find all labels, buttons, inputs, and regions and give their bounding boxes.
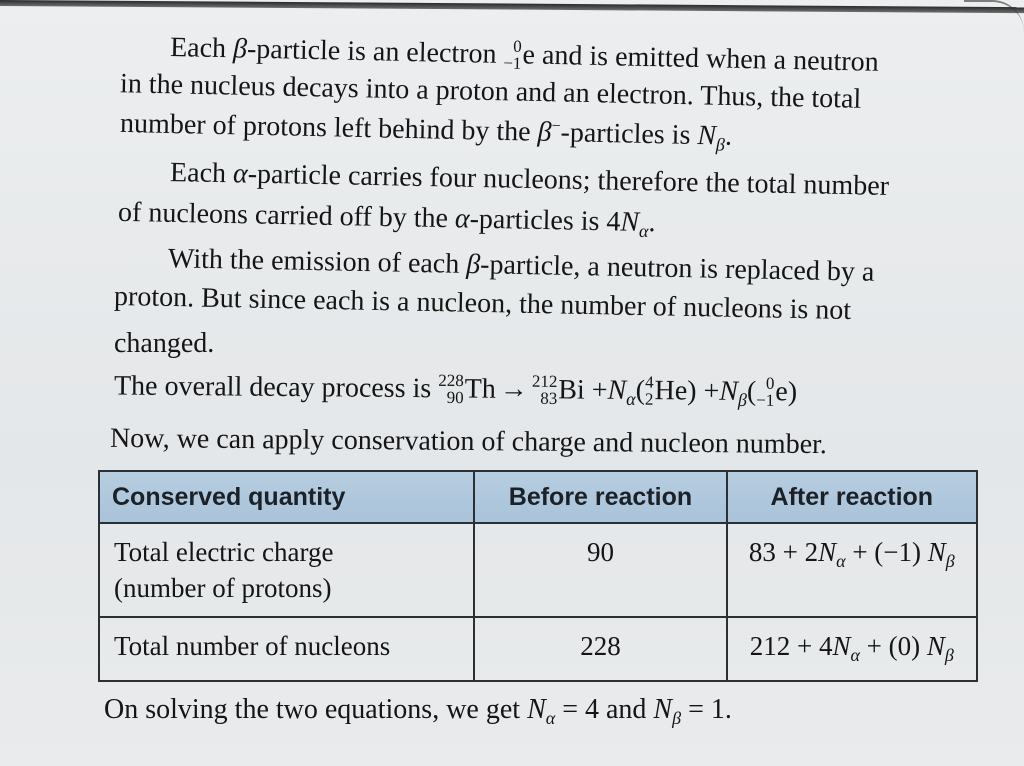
quantity-line: Total electric charge (114, 537, 334, 567)
n-symbol: N (697, 120, 717, 152)
text-run: On solving the two equations, we get (104, 694, 528, 725)
quantity-text: Total number of nucleons (114, 631, 391, 661)
after-expression (728, 524, 976, 585)
paragraph-3-line-3: changed. (114, 328, 215, 359)
text-run: -particle is an electron (246, 33, 504, 70)
minus-superscript: − (551, 117, 561, 135)
alpha-subscript: α (836, 551, 846, 571)
n-symbol: N (719, 375, 739, 407)
paragraph-1-line-2: in the nucleus decays into a proton and an electron. Thus, the total (119, 68, 862, 115)
alpha-symbol: α (232, 158, 249, 190)
element-symbol: Th (464, 373, 496, 405)
after-expression (728, 618, 976, 679)
table-row (99, 523, 977, 617)
decay-equation (114, 371, 797, 411)
header-before-reaction: Before reaction (474, 471, 726, 523)
conservation-table (98, 470, 978, 682)
n-symbol: N (832, 631, 851, 661)
text-run: and is emitted when a neutron (534, 39, 879, 78)
quantity-text (100, 524, 473, 612)
alpha-subscript: α (545, 708, 556, 728)
text-run: + (0) (859, 631, 927, 661)
mass-number: 0 (765, 373, 775, 393)
alpha-symbol: α (454, 203, 470, 235)
text-run: -particle carries four nucleons; therefore the total number (247, 158, 890, 202)
before-value: 90 (586, 537, 614, 567)
text-run: -particle, a neutron is replaced by a (479, 249, 875, 288)
n-symbol: N (527, 694, 546, 725)
beta-subscript: β (944, 645, 954, 665)
element-symbol: He) + (654, 375, 720, 407)
text-run: 212 + 4 (749, 631, 833, 661)
mass-number: 212 (531, 371, 558, 391)
page-corner-curl (964, 0, 1024, 32)
element-symbol: Bi + (558, 374, 608, 406)
paren: ( (635, 374, 646, 407)
n-symbol: N (653, 694, 673, 725)
electron-notation (756, 373, 798, 411)
text-run: The overall decay process is (113, 370, 439, 405)
paragraph-1-line-3 (119, 107, 733, 155)
alpha-subscript: α (850, 645, 860, 665)
header-conserved-quantity: Conserved quantity (99, 471, 474, 523)
n-symbol: N (927, 537, 946, 567)
text-run: -particles is (560, 117, 698, 152)
alpha-subscript: α (638, 220, 649, 242)
text-run: . (724, 120, 733, 152)
bismuth-notation (531, 371, 608, 410)
charge-number: −1 (503, 53, 522, 73)
beta-subscript: β (715, 134, 726, 155)
electron-notation (503, 36, 536, 75)
n-symbol: N (926, 631, 945, 661)
paragraph-2-line-1 (170, 159, 889, 201)
mass-number: 0 (513, 36, 522, 56)
text-run: + (−1) (845, 537, 928, 567)
text-run: 83 + 2 (748, 537, 819, 567)
after-cell (727, 523, 977, 617)
atomic-number: 90 (446, 387, 464, 408)
atomic-number: 83 (540, 388, 558, 408)
table-header-row (99, 471, 977, 523)
reaction-arrow-icon: → (499, 373, 528, 406)
text-run: -particles is 4 (469, 203, 621, 238)
before-value: 228 (580, 631, 621, 661)
alpha-subscript: α (626, 388, 636, 409)
mass-number: 4 (645, 372, 654, 392)
text-run: number of protons left behind by the (119, 107, 538, 148)
text-run: Each (169, 32, 234, 65)
text-run: With the emission of each (167, 243, 467, 280)
beta-symbol: β (537, 116, 552, 148)
charge-number: −1 (756, 390, 775, 410)
mass-number: 228 (438, 370, 464, 391)
table-row (99, 617, 977, 681)
before-cell (474, 523, 726, 617)
quantity-cell (99, 523, 474, 617)
beta-symbol: β (232, 33, 248, 65)
after-cell (727, 617, 977, 681)
quantity-line: (number of protons) (114, 573, 332, 603)
n-symbol: N (620, 206, 640, 238)
electron-symbol: e (522, 39, 536, 71)
paren: ( (746, 375, 757, 408)
n-symbol: N (607, 374, 627, 406)
quantity-cell (99, 617, 474, 681)
atomic-number: 2 (644, 389, 654, 409)
paragraph-3-line-2: proton. But since each is a nucleon, the number of nucleons is not (113, 280, 852, 327)
top-border-line (0, 0, 1024, 13)
apply-conservation-line: Now, we can apply conservation of charge and nucleon number. (109, 422, 828, 461)
beta-symbol: β (465, 248, 481, 281)
beta-subscript: β (672, 708, 682, 728)
paragraph-3-line-1 (168, 245, 875, 287)
helium-notation (644, 372, 720, 411)
n-symbol: N (818, 537, 837, 567)
conclusion-line (104, 696, 732, 727)
text-run: = 1. (681, 694, 732, 725)
before-cell (474, 617, 726, 681)
header-after-reaction: After reaction (727, 471, 977, 523)
beta-subscript: β (737, 389, 747, 410)
text-run: = 4 and (555, 694, 654, 725)
thorium-notation (438, 370, 496, 409)
text-run: . (648, 207, 656, 239)
beta-subscript: β (945, 551, 955, 571)
paragraph-2-line-2 (117, 196, 656, 242)
element-symbol: e) (775, 376, 798, 408)
text-run: Each (169, 157, 234, 190)
text-run: of nucleons carried off by the (117, 196, 456, 235)
